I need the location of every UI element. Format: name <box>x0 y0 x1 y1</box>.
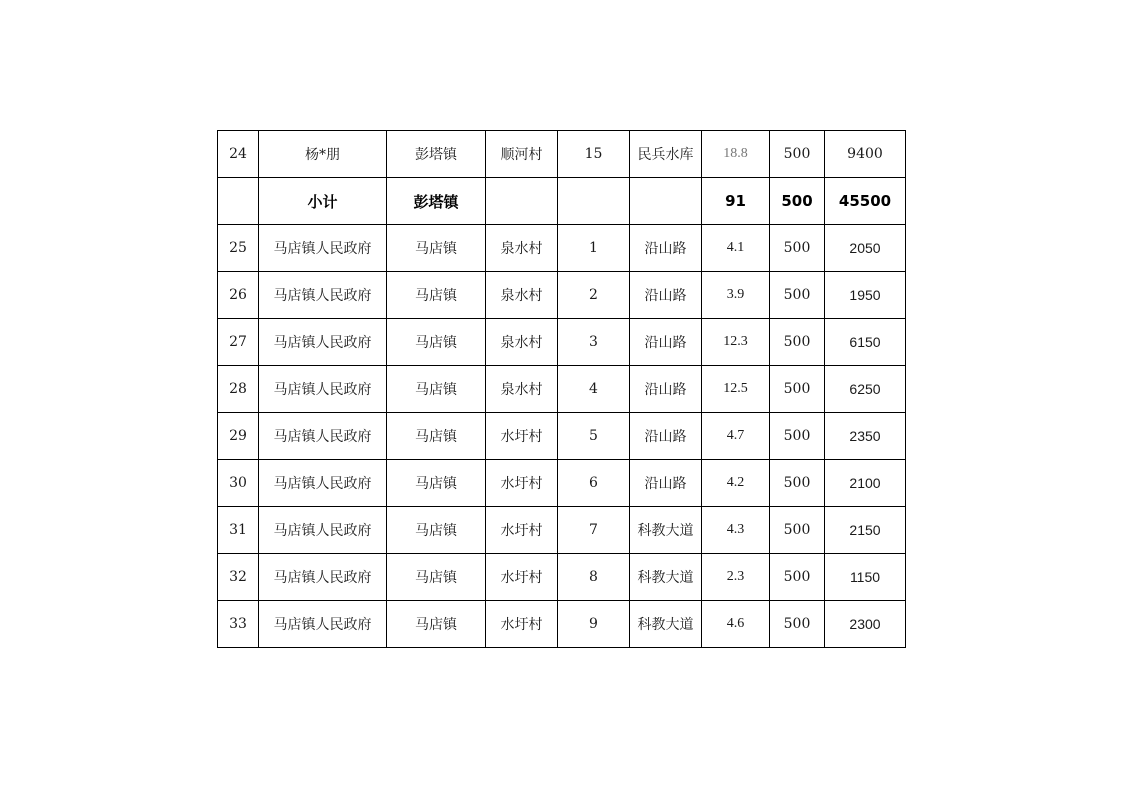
cell-amount: 12.5 <box>702 366 770 413</box>
cell-location: 科教大道 <box>630 601 702 648</box>
cell-village: 水圩村 <box>486 554 558 601</box>
cell-name: 马店镇人民政府 <box>259 460 387 507</box>
cell-total: 1950 <box>825 272 906 319</box>
cell-location: 沿山路 <box>630 413 702 460</box>
cell-town: 彭塔镇 <box>387 178 486 225</box>
cell-price: 500 <box>770 554 825 601</box>
table-row <box>218 601 906 648</box>
cell-town: 马店镇 <box>387 507 486 554</box>
data-table <box>217 130 906 648</box>
cell-village: 顺河村 <box>486 131 558 178</box>
cell-amount: 4.3 <box>702 507 770 554</box>
cell-seq: 15 <box>558 131 630 178</box>
cell-no: 32 <box>218 554 259 601</box>
cell-location: 沿山路 <box>630 319 702 366</box>
cell-total: 2350 <box>825 413 906 460</box>
cell-village: 水圩村 <box>486 507 558 554</box>
cell-amount: 91 <box>702 178 770 225</box>
cell-village: 泉水村 <box>486 272 558 319</box>
cell-seq: 6 <box>558 460 630 507</box>
cell-price: 500 <box>770 225 825 272</box>
cell-no: 29 <box>218 413 259 460</box>
cell-price: 500 <box>770 272 825 319</box>
cell-town: 马店镇 <box>387 225 486 272</box>
cell-seq: 1 <box>558 225 630 272</box>
cell-location: 沿山路 <box>630 272 702 319</box>
cell-town: 马店镇 <box>387 554 486 601</box>
cell-amount: 4.6 <box>702 601 770 648</box>
cell-seq <box>558 178 630 225</box>
cell-amount: 18.8 <box>702 131 770 178</box>
cell-seq: 4 <box>558 366 630 413</box>
cell-price: 500 <box>770 601 825 648</box>
cell-no: 33 <box>218 601 259 648</box>
cell-name: 小计 <box>259 178 387 225</box>
table-row <box>218 272 906 319</box>
cell-seq: 2 <box>558 272 630 319</box>
cell-seq: 5 <box>558 413 630 460</box>
cell-amount: 4.7 <box>702 413 770 460</box>
cell-price: 500 <box>770 366 825 413</box>
cell-total: 2050 <box>825 225 906 272</box>
table-row <box>218 131 906 178</box>
cell-price: 500 <box>770 131 825 178</box>
cell-total: 2100 <box>825 460 906 507</box>
cell-town: 马店镇 <box>387 601 486 648</box>
cell-town: 马店镇 <box>387 366 486 413</box>
cell-no: 24 <box>218 131 259 178</box>
cell-town: 彭塔镇 <box>387 131 486 178</box>
table-row <box>218 319 906 366</box>
cell-seq: 8 <box>558 554 630 601</box>
cell-total: 2150 <box>825 507 906 554</box>
table-row <box>218 460 906 507</box>
cell-total: 6150 <box>825 319 906 366</box>
cell-name: 马店镇人民政府 <box>259 413 387 460</box>
table-row <box>218 413 906 460</box>
cell-no: 31 <box>218 507 259 554</box>
subtotal-row <box>218 178 906 225</box>
cell-name: 马店镇人民政府 <box>259 366 387 413</box>
cell-no: 28 <box>218 366 259 413</box>
cell-no: 27 <box>218 319 259 366</box>
cell-location <box>630 178 702 225</box>
table-row <box>218 507 906 554</box>
table-row <box>218 366 906 413</box>
cell-price: 500 <box>770 413 825 460</box>
cell-total: 45500 <box>825 178 906 225</box>
cell-location: 民兵水库 <box>630 131 702 178</box>
cell-total: 6250 <box>825 366 906 413</box>
cell-town: 马店镇 <box>387 413 486 460</box>
cell-no: 30 <box>218 460 259 507</box>
cell-town: 马店镇 <box>387 272 486 319</box>
cell-location: 沿山路 <box>630 366 702 413</box>
cell-name: 马店镇人民政府 <box>259 225 387 272</box>
cell-name: 马店镇人民政府 <box>259 554 387 601</box>
cell-amount: 2.3 <box>702 554 770 601</box>
cell-location: 科教大道 <box>630 507 702 554</box>
cell-price: 500 <box>770 460 825 507</box>
cell-village: 水圩村 <box>486 413 558 460</box>
cell-no <box>218 178 259 225</box>
cell-no: 25 <box>218 225 259 272</box>
cell-name: 杨*朋 <box>259 131 387 178</box>
cell-total: 1150 <box>825 554 906 601</box>
cell-village <box>486 178 558 225</box>
cell-seq: 7 <box>558 507 630 554</box>
cell-seq: 3 <box>558 319 630 366</box>
cell-village: 水圩村 <box>486 460 558 507</box>
cell-total: 9400 <box>825 131 906 178</box>
cell-name: 马店镇人民政府 <box>259 507 387 554</box>
cell-name: 马店镇人民政府 <box>259 601 387 648</box>
cell-name: 马店镇人民政府 <box>259 272 387 319</box>
cell-no: 26 <box>218 272 259 319</box>
cell-price: 500 <box>770 319 825 366</box>
cell-name: 马店镇人民政府 <box>259 319 387 366</box>
cell-village: 泉水村 <box>486 225 558 272</box>
cell-location: 沿山路 <box>630 460 702 507</box>
table-row <box>218 554 906 601</box>
cell-amount: 12.3 <box>702 319 770 366</box>
cell-price: 500 <box>770 178 825 225</box>
cell-location: 科教大道 <box>630 554 702 601</box>
cell-amount: 3.9 <box>702 272 770 319</box>
cell-price: 500 <box>770 507 825 554</box>
cell-seq: 9 <box>558 601 630 648</box>
cell-amount: 4.2 <box>702 460 770 507</box>
cell-village: 泉水村 <box>486 366 558 413</box>
cell-amount: 4.1 <box>702 225 770 272</box>
cell-town: 马店镇 <box>387 460 486 507</box>
table-row <box>218 225 906 272</box>
cell-village: 泉水村 <box>486 319 558 366</box>
cell-town: 马店镇 <box>387 319 486 366</box>
cell-total: 2300 <box>825 601 906 648</box>
cell-village: 水圩村 <box>486 601 558 648</box>
cell-location: 沿山路 <box>630 225 702 272</box>
